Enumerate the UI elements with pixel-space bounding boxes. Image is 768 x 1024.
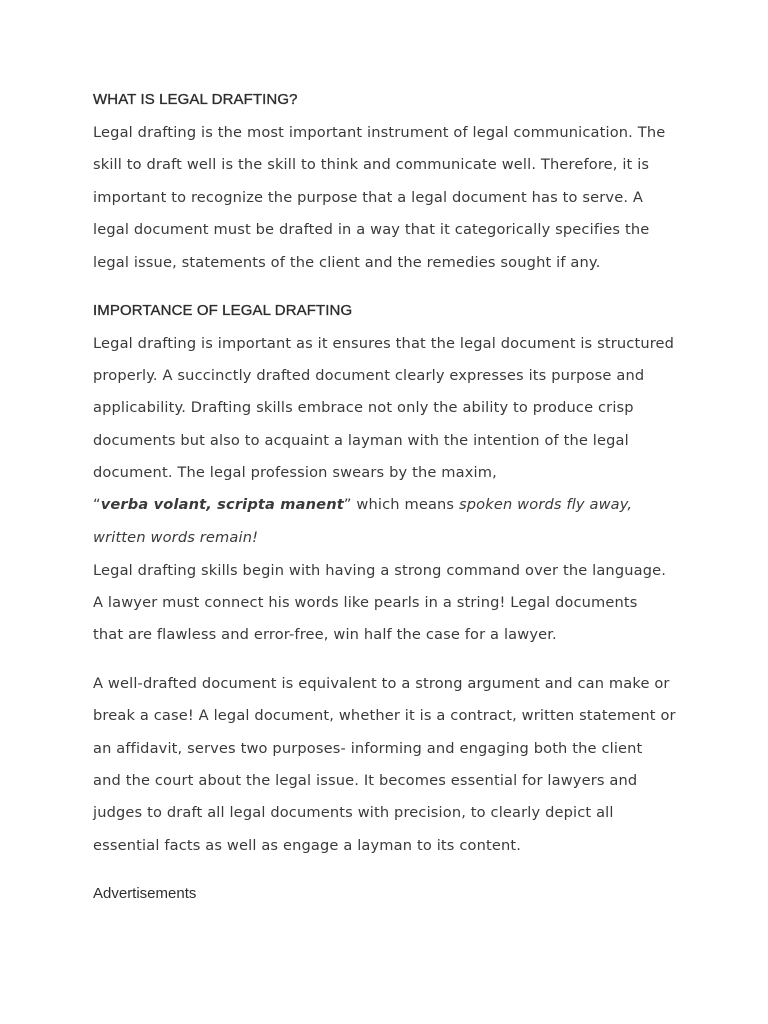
paragraph-line: skill to draft well is the skill to think and communicate well. Therefore, it is [93, 156, 650, 173]
paragraph-line: A well-drafted document is equivalent to a strong argument and can make or [93, 675, 670, 692]
paragraph-line: Legal drafting skills begin with having a strong command over the language. [93, 562, 667, 579]
maxim-translation: spoken words fly away, [458, 496, 633, 513]
paragraph-line: Legal drafting is the most important instrument of legal communication. The [93, 124, 666, 141]
paragraph-line: important to recognize the purpose that a legal document has to serve. A [93, 189, 644, 206]
paragraph-line: an affidavit, serves two purposes- informing and engaging both the client [93, 740, 643, 757]
paragraph-line: documents but also to acquaint a layman with the intention of the legal [93, 432, 629, 449]
paragraph-line: applicability. Drafting skills embrace not only the ability to produce crisp [93, 399, 634, 416]
paragraph-line: that are flawless and error-free, win half the case for a lawyer. [93, 626, 557, 643]
paragraph-line: and the court about the legal issue. It becomes essential for lawyers and [93, 772, 638, 789]
maxim-translation-cont: written words remain! [93, 529, 259, 546]
maxim-connector: which means [351, 496, 459, 513]
paragraph-line: Legal drafting is important as it ensures that the legal document is structured [93, 335, 675, 352]
paragraph-line: legal issue, statements of the client and the remedies sought if any. [93, 254, 601, 271]
paragraph-line: legal document must be drafted in a way that it categorically specifies the [93, 221, 650, 238]
paragraph-line: A lawyer must connect his words like pearls in a string! Legal documents [93, 594, 638, 611]
paragraph-line: essential facts as well as engage a layman to its content. [93, 837, 522, 854]
open-quote: “ [93, 496, 101, 513]
paragraph-line: document. The legal profession swears by the maxim, [93, 464, 497, 481]
paragraph-line: properly. A succinctly drafted document clearly expresses its purpose and [93, 367, 645, 384]
section-heading-what-is: WHAT IS LEGAL DRAFTING? [93, 91, 298, 108]
paragraph-line: break a case! A legal document, whether it is a contract, written statement or [93, 707, 676, 724]
advertisements-label: Advertisements [93, 885, 197, 902]
close-quote: ” [343, 496, 352, 513]
section-heading-importance: IMPORTANCE OF LEGAL DRAFTING [93, 302, 353, 319]
paragraph-line: judges to draft all legal documents with precision, to clearly depict all [93, 804, 614, 821]
latin-maxim: verba volant, scripta manent [100, 496, 344, 513]
maxim-line [93, 495, 632, 515]
